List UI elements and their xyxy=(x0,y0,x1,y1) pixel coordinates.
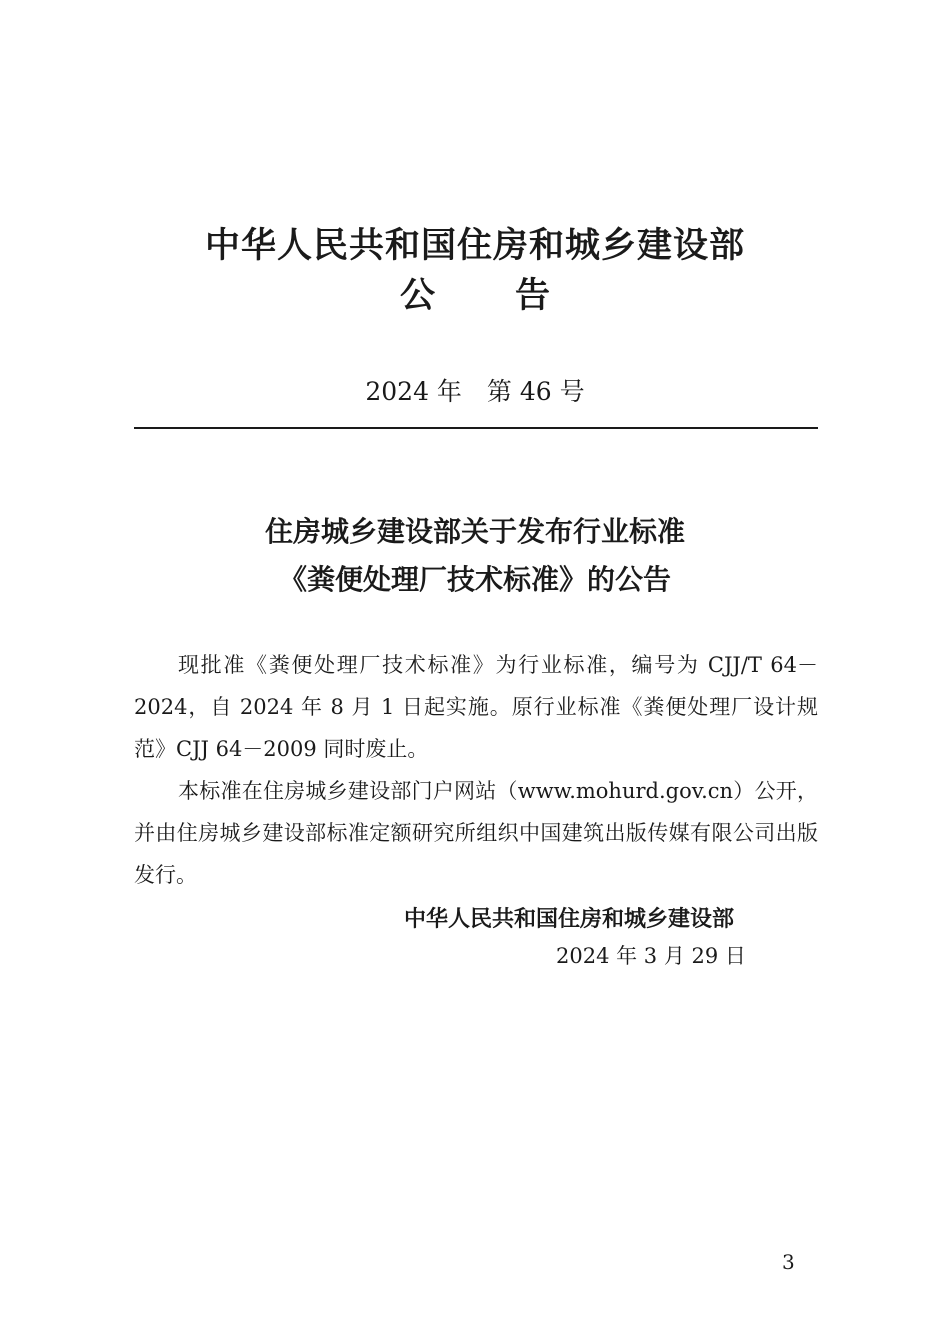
announcement-body xyxy=(134,644,818,896)
signature-date: 2024 年 3 月 29 日 xyxy=(556,944,746,968)
document-type: 公告 xyxy=(399,276,630,316)
page-number: 3 xyxy=(782,1250,795,1274)
announcement-subject xyxy=(0,508,950,604)
issuer-title: 中华人民共和国住房和城乡建设部 xyxy=(204,226,745,266)
subject-line-1: 住房城乡建设部关于发布行业标准 xyxy=(264,515,685,548)
document-number: 2024 年 第 46 号 xyxy=(365,377,585,406)
body-paragraph-2: 本标准在住房城乡建设部门户网站（www.mohurd.gov.cn）公开，并由住房城乡建设部标准定额研究所组织中国建筑出版传媒有限公司出版发行。 xyxy=(134,779,818,887)
body-paragraph-1: 现批准《粪便处理厂技术标准》为行业标准，编号为 CJJ/T 64－2024，自 2024 年 8 月 1 日起实施。原行业标准《粪便处理厂设计规范》CJJ 64－2009 同时废止。 xyxy=(134,653,818,761)
subject-line-2: 《粪便处理厂技术标准》的公告 xyxy=(278,563,671,596)
signature-organization: 中华人民共和国住房和城乡建设部 xyxy=(404,907,735,932)
header-divider xyxy=(134,427,818,429)
